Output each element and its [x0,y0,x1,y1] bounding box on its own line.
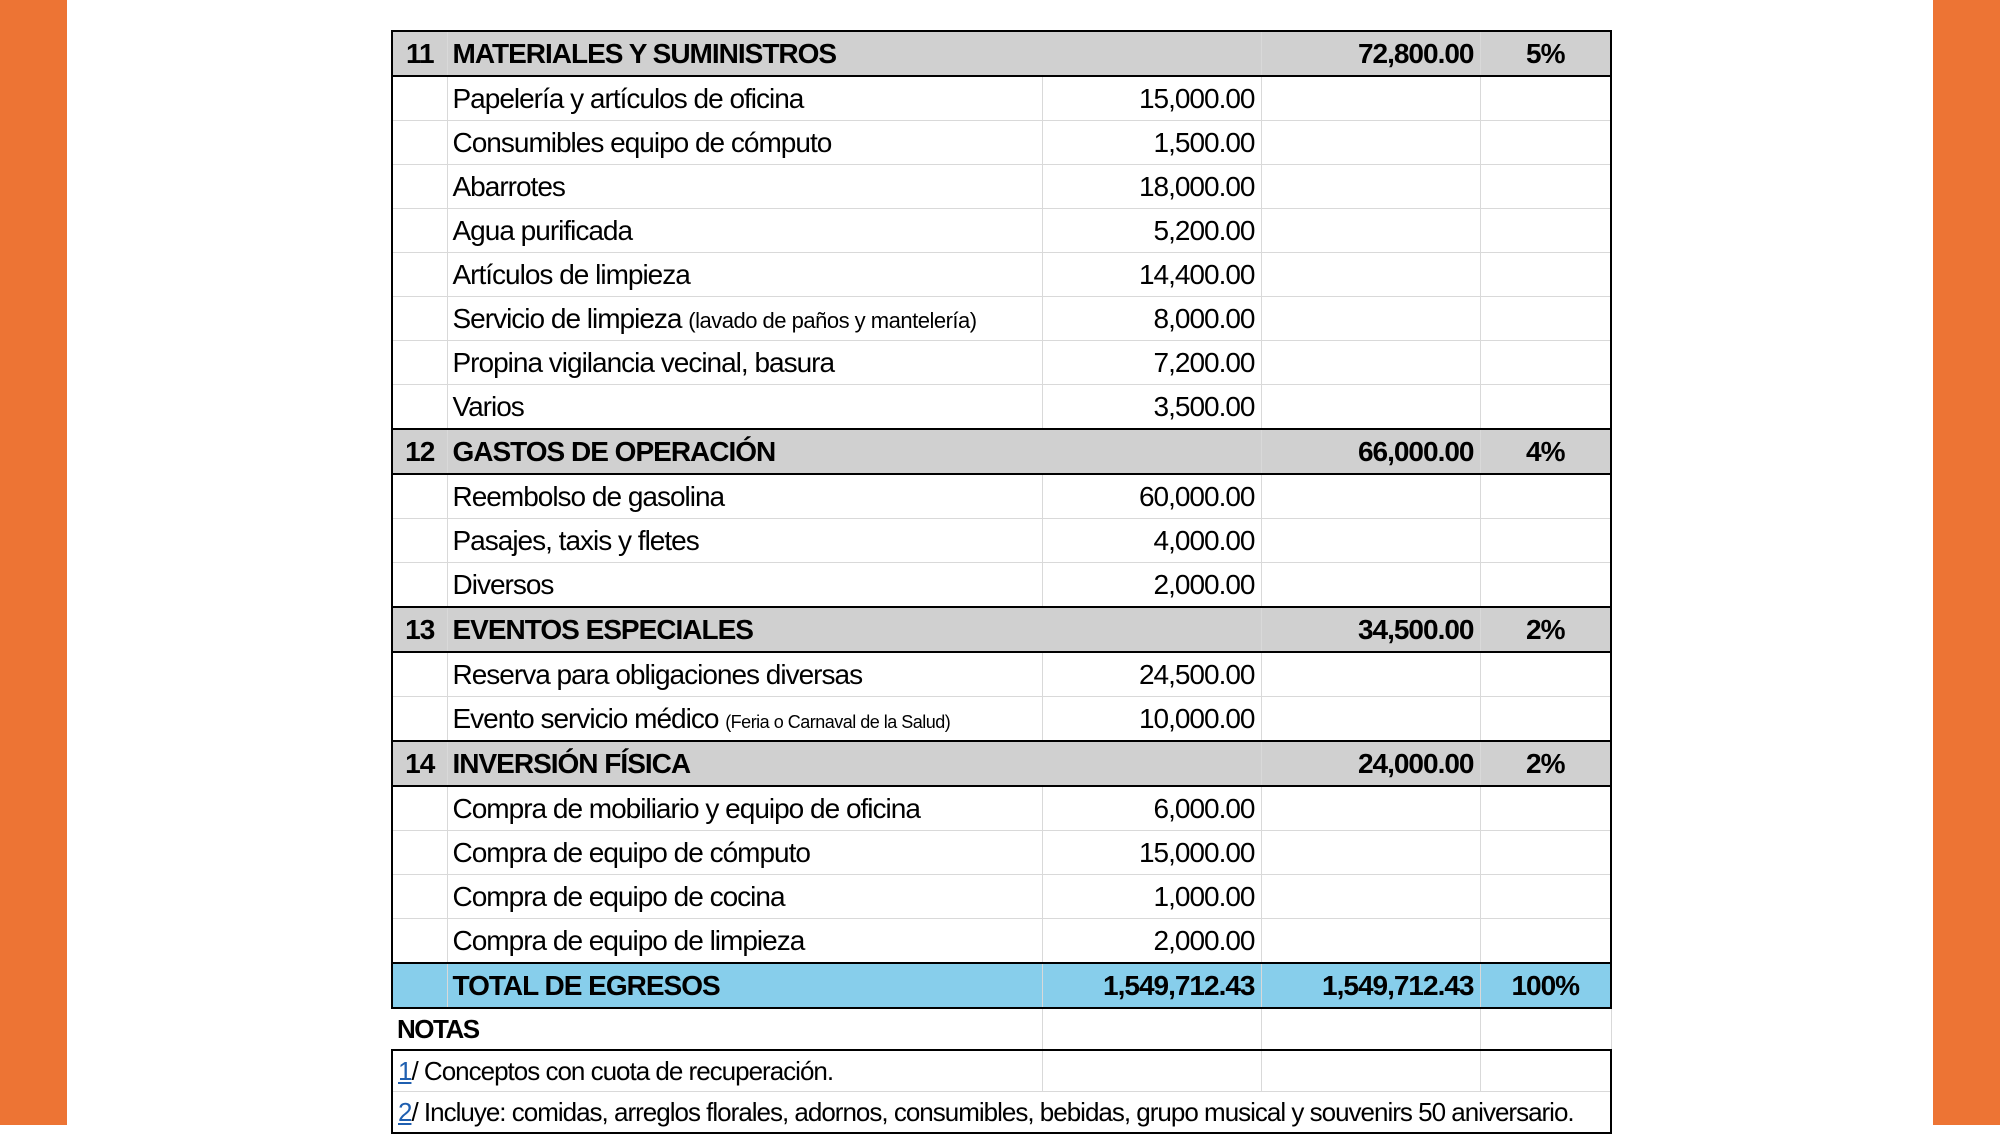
item-label: Agua purificada [452,214,633,246]
section-percent: 5% [1480,31,1611,76]
item-amount: 8,000.00 [1042,297,1261,341]
empty-cell [1480,786,1611,831]
empty-cell [1480,563,1611,608]
row-index-cell [392,165,447,209]
item-label-cell [447,697,1042,742]
empty-cell [1261,209,1480,253]
row-index-cell [392,209,447,253]
item-note: (lavado de paños y mantelería) [688,307,977,333]
item-label: Servicio de limpieza [452,302,682,334]
section-header-row [392,741,1611,786]
empty-cell [1261,1008,1480,1050]
item-label: Reserva para obligaciones diversas [452,658,863,690]
table-row [392,121,1611,165]
item-label-cell [447,652,1042,697]
item-amount: 15,000.00 [1042,831,1261,875]
total-amount: 1,549,712.43 [1042,963,1261,1008]
row-index-cell [392,786,447,831]
empty-cell [1480,385,1611,430]
left-accent-bar [0,0,67,1125]
table-row [392,209,1611,253]
item-label-cell [447,253,1042,297]
section-percent: 2% [1480,607,1611,652]
item-amount: 24,500.00 [1042,652,1261,697]
item-amount: 5,200.00 [1042,209,1261,253]
item-amount: 18,000.00 [1042,165,1261,209]
section-total: 72,800.00 [1261,31,1480,76]
item-label-cell [447,165,1042,209]
item-label: Reembolso de gasolina [452,480,725,512]
empty-cell [1480,165,1611,209]
empty-cell [1480,919,1611,964]
row-index-cell [392,919,447,964]
row-index-cell [392,831,447,875]
item-note: (Feria o Carnaval de la Salud) [725,711,951,732]
section-title: GASTOS DE OPERACIÓN [447,429,1261,474]
note-reference-link[interactable]: 1 [398,1055,412,1086]
table-row [392,165,1611,209]
row-index-cell [392,474,447,519]
notes-heading: NOTAS [392,1008,1042,1050]
empty-cell [1261,76,1480,121]
note-cell [392,1092,1611,1134]
item-label: Diversos [452,568,554,600]
note-text: / Incluye: comidas, arreglos florales, adornos, consumibles, bebidas, grupo musical y souvenirs 50 aniversario. [411,1096,1574,1127]
item-label: Consumibles equipo de cómputo [452,126,832,158]
section-header-row [392,31,1611,76]
section-number: 14 [392,741,447,786]
item-label: Compra de equipo de limpieza [452,924,805,956]
row-index-cell [392,652,447,697]
item-label-cell [447,919,1042,964]
item-amount: 4,000.00 [1042,519,1261,563]
table-row [392,652,1611,697]
item-label: Compra de equipo de cómputo [452,836,810,868]
notes-heading-row [392,1008,1611,1050]
table-row [392,385,1611,430]
note-row [392,1092,1611,1134]
empty-cell [1261,385,1480,430]
item-label-cell [447,209,1042,253]
empty-cell [1261,563,1480,608]
item-amount: 14,400.00 [1042,253,1261,297]
item-label: Abarrotes [452,170,565,202]
item-label: Compra de equipo de cocina [452,880,785,912]
total-row [392,963,1611,1008]
empty-cell [1480,297,1611,341]
row-index-cell [392,76,447,121]
note-cell [392,1050,1042,1092]
row-index-cell [392,341,447,385]
empty-cell [1261,474,1480,519]
empty-cell [1261,831,1480,875]
item-label-cell [447,121,1042,165]
empty-cell [1261,875,1480,919]
empty-cell [1480,1008,1611,1050]
empty-cell [1480,209,1611,253]
item-label: Pasajes, taxis y fletes [452,524,699,556]
item-amount: 60,000.00 [1042,474,1261,519]
item-amount: 7,200.00 [1042,341,1261,385]
empty-cell [1480,519,1611,563]
item-amount: 2,000.00 [1042,563,1261,608]
section-total: 34,500.00 [1261,607,1480,652]
item-label-cell [447,76,1042,121]
note-row [392,1050,1611,1092]
item-label-cell [447,385,1042,430]
empty-cell [1480,652,1611,697]
table-row [392,875,1611,919]
item-label-cell [447,519,1042,563]
item-label: Evento servicio médico [452,702,719,734]
empty-cell [1042,1008,1261,1050]
table-row [392,297,1611,341]
empty-cell [1042,1050,1261,1092]
row-index-cell [392,697,447,742]
table-row [392,563,1611,608]
section-total: 66,000.00 [1261,429,1480,474]
empty-cell [1261,786,1480,831]
empty-cell [1480,831,1611,875]
empty-cell [1261,341,1480,385]
item-amount: 6,000.00 [1042,786,1261,831]
item-amount: 1,500.00 [1042,121,1261,165]
table-row [392,786,1611,831]
section-number: 11 [392,31,447,76]
section-header-row [392,429,1611,474]
row-index-cell [392,297,447,341]
empty-cell [1261,697,1480,742]
empty-cell [1480,474,1611,519]
item-label-cell [447,831,1042,875]
table-row [392,919,1611,964]
item-label-cell [447,563,1042,608]
item-label: Artículos de limpieza [452,258,690,290]
item-label-cell [447,474,1042,519]
total-grand: 1,549,712.43 [1261,963,1480,1008]
section-percent: 4% [1480,429,1611,474]
section-title: MATERIALES Y SUMINISTROS [447,31,1261,76]
empty-cell [1480,1050,1611,1092]
row-index-cell [392,121,447,165]
item-amount: 15,000.00 [1042,76,1261,121]
item-label: Propina vigilancia vecinal, basura [452,346,835,378]
item-amount: 1,000.00 [1042,875,1261,919]
table-row [392,831,1611,875]
empty-cell [392,963,447,1008]
empty-cell [1261,519,1480,563]
item-label-cell [447,875,1042,919]
item-label-cell [447,297,1042,341]
table-row [392,474,1611,519]
empty-cell [1480,76,1611,121]
section-title: INVERSIÓN FÍSICA [447,741,1261,786]
table-row [392,519,1611,563]
empty-cell [1261,121,1480,165]
empty-cell [1261,652,1480,697]
table-row [392,253,1611,297]
section-total: 24,000.00 [1261,741,1480,786]
empty-cell [1261,919,1480,964]
empty-cell [1261,297,1480,341]
row-index-cell [392,519,447,563]
item-label: Papelería y artículos de oficina [452,82,804,114]
item-amount: 2,000.00 [1042,919,1261,964]
expenses-table [391,30,1612,1134]
empty-cell [1480,697,1611,742]
item-label-cell [447,341,1042,385]
table-row [392,76,1611,121]
row-index-cell [392,253,447,297]
table-row [392,341,1611,385]
note-text: / Conceptos con cuota de recuperación. [411,1055,834,1086]
note-reference-link[interactable]: 2 [398,1096,412,1127]
section-title: EVENTOS ESPECIALES [447,607,1261,652]
item-label: Varios [452,390,524,422]
row-index-cell [392,563,447,608]
empty-cell [1480,341,1611,385]
total-label: TOTAL DE EGRESOS [447,963,1042,1008]
item-label-cell [447,786,1042,831]
empty-cell [1261,1050,1480,1092]
item-label: Compra de mobiliario y equipo de oficina [452,792,920,824]
empty-cell [1261,253,1480,297]
row-index-cell [392,385,447,430]
empty-cell [1480,875,1611,919]
empty-cell [1480,121,1611,165]
section-number: 13 [392,607,447,652]
row-index-cell [392,875,447,919]
section-number: 12 [392,429,447,474]
empty-cell [1480,253,1611,297]
section-header-row [392,607,1611,652]
total-percent: 100% [1480,963,1611,1008]
item-amount: 10,000.00 [1042,697,1261,742]
empty-cell [1261,165,1480,209]
table-row [392,697,1611,742]
item-amount: 3,500.00 [1042,385,1261,430]
right-accent-bar [1933,0,2000,1125]
section-percent: 2% [1480,741,1611,786]
